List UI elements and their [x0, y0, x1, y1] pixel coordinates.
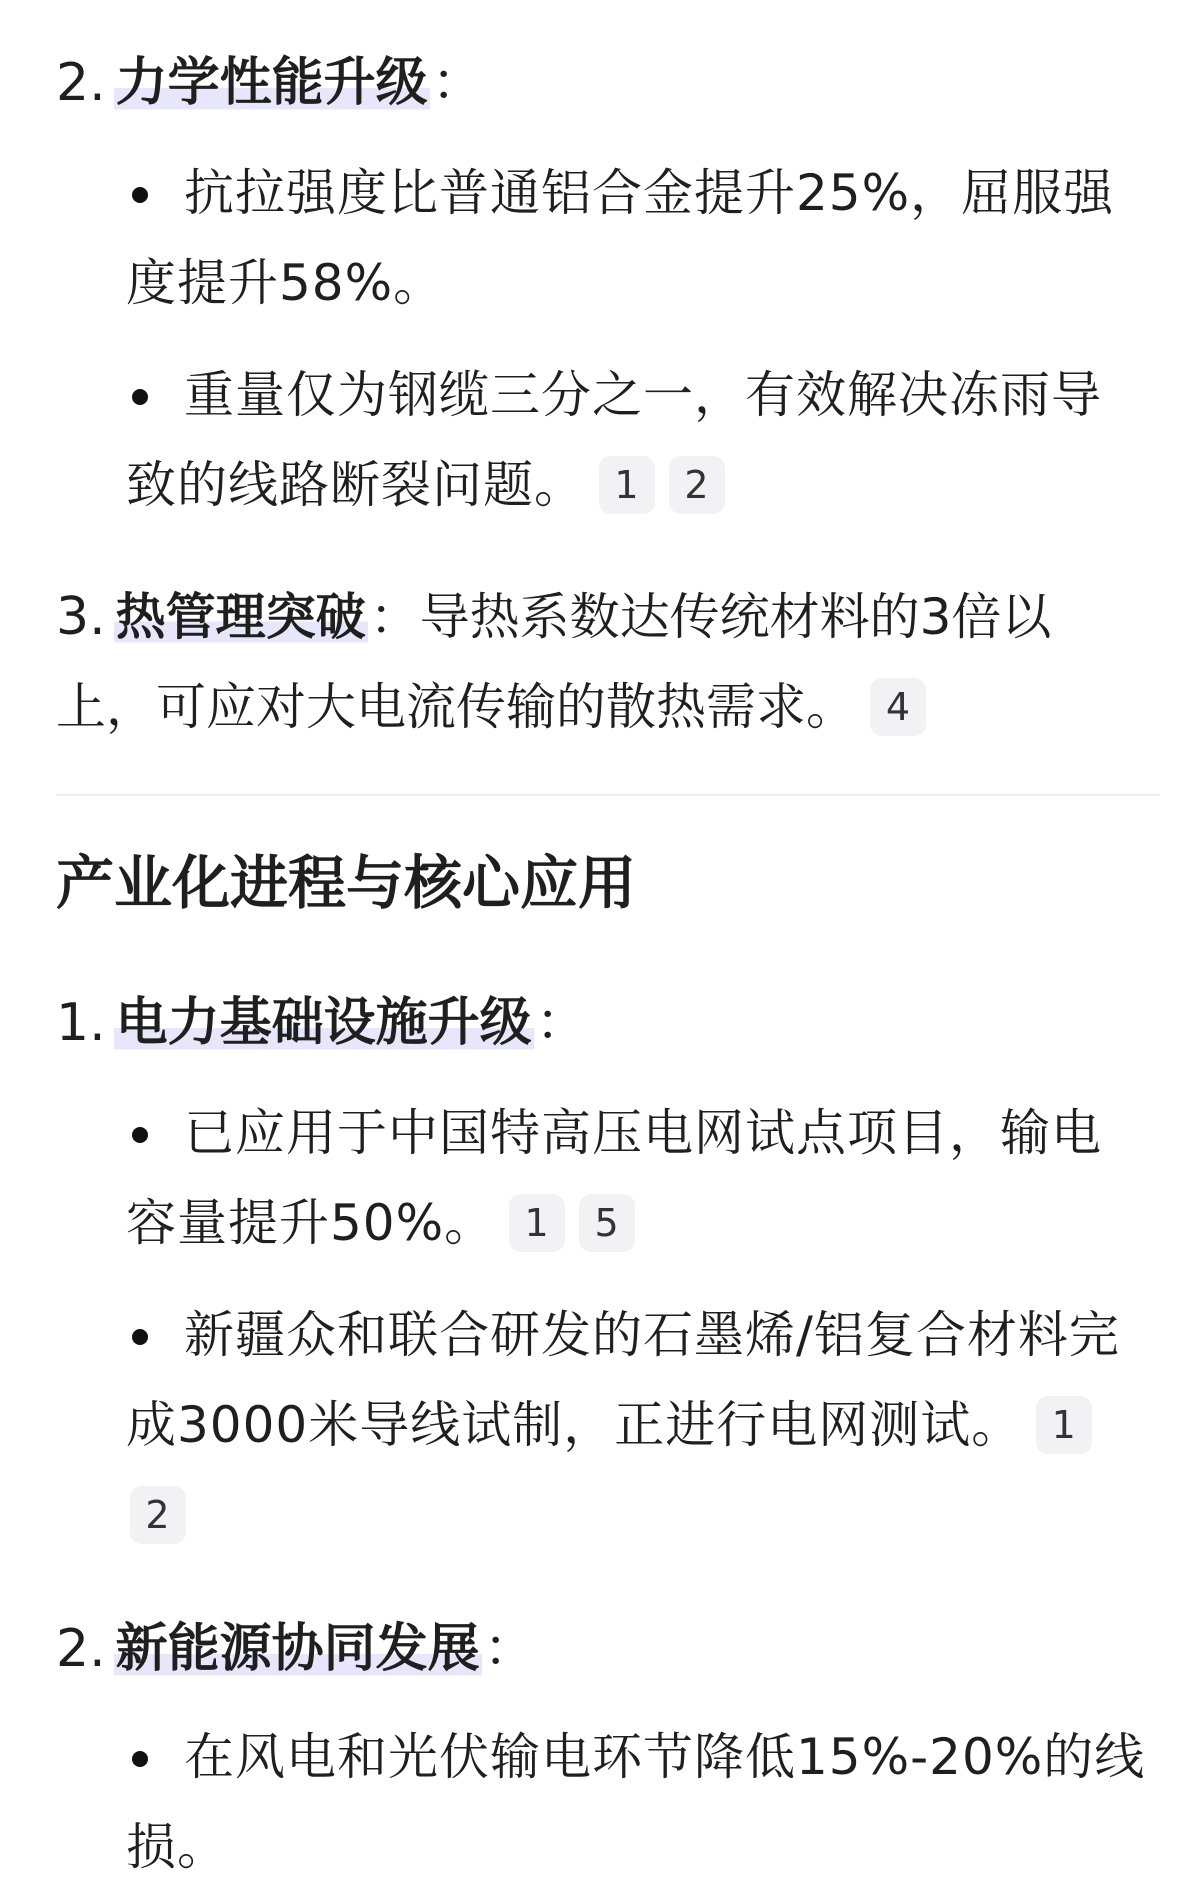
- bullet-dot-icon: [132, 389, 148, 405]
- item-title-highlight: 力学性能升级: [115, 53, 428, 113]
- citation-badge[interactable]: 2: [130, 1486, 186, 1544]
- bullet-dot-icon: [132, 1751, 148, 1767]
- item-colon: ：: [535, 993, 588, 1053]
- item-number: 2.: [56, 53, 106, 113]
- item-colon: ：: [431, 53, 484, 113]
- numbered-item-thermal: [56, 572, 1156, 752]
- bullet-text: 致的线路断裂问题。: [126, 456, 585, 514]
- item-text: 上，可应对大电流传输的散热需求。: [56, 678, 856, 736]
- bullet-text-line: 新疆众和联合研发的石墨烯/铝复合材料完: [184, 1306, 1120, 1364]
- bullet-text-line: 损。: [126, 1818, 228, 1876]
- bullet-item: [126, 1712, 1156, 1892]
- item-number: 1.: [56, 993, 106, 1053]
- bullet-text-line: 度提升58%。: [126, 254, 445, 312]
- bullet-text-line-with-citations: [126, 1380, 1156, 1470]
- citation-badge[interactable]: 5: [579, 1194, 635, 1252]
- citation-badge[interactable]: 4: [870, 678, 926, 736]
- numbered-item-power-infrastructure: [56, 978, 1160, 1068]
- bullet-text-line: 重量仅为钢缆三分之一，有效解决冻雨导: [184, 366, 1102, 424]
- item-number: 2.: [56, 1619, 106, 1679]
- bullet-item: [126, 350, 1156, 530]
- bullet-dot-icon: [132, 1329, 148, 1345]
- bullet-text-line: 已应用于中国特高压电网试点项目，输电: [184, 1104, 1102, 1162]
- item-number: 3.: [56, 587, 106, 647]
- item-title-highlight: 热管理突破: [115, 588, 366, 646]
- citation-badge[interactable]: 1: [599, 456, 655, 514]
- bullet-text: 成3000米导线试制，正进行电网测试。: [126, 1396, 1023, 1454]
- item-colon: ：: [369, 588, 420, 646]
- section-heading: 产业化进程与核心应用: [56, 849, 637, 917]
- bullet-item: [126, 1088, 1156, 1268]
- item-colon: ：: [483, 1619, 536, 1679]
- bullet-text-line: 在风电和光伏输电环节降低15%-20%的线: [184, 1728, 1146, 1786]
- bullet-item: [126, 148, 1156, 328]
- bullet-dot-icon: [132, 187, 148, 203]
- bullet-text-line: 抗拉强度比普通铝合金提升25%，屈服强: [184, 164, 1115, 222]
- bullet-text: 容量提升50%。: [126, 1194, 496, 1252]
- citation-badge[interactable]: 2: [669, 456, 725, 514]
- item-title-highlight: 电力基础设施升级: [115, 993, 532, 1053]
- item-first-line: [56, 572, 1156, 662]
- bullet-text-line-with-citations: [126, 440, 1156, 530]
- citation-badge[interactable]: 1: [1036, 1396, 1092, 1454]
- item-text: 导热系数达传统材料的3倍以: [419, 588, 1052, 646]
- bullet-item: [126, 1290, 1156, 1560]
- section-divider: [56, 794, 1160, 796]
- citation-badge[interactable]: 1: [509, 1194, 565, 1252]
- bullet-text-line-with-citations: [126, 1178, 1156, 1268]
- item-second-line: [56, 662, 1156, 752]
- bullet-dot-icon: [132, 1127, 148, 1143]
- numbered-item-mechanical: [56, 38, 1160, 128]
- item-title-highlight: 新能源协同发展: [115, 1619, 480, 1679]
- bullet-citation-wrap-line: [126, 1470, 1156, 1560]
- numbered-item-new-energy: [56, 1604, 1160, 1694]
